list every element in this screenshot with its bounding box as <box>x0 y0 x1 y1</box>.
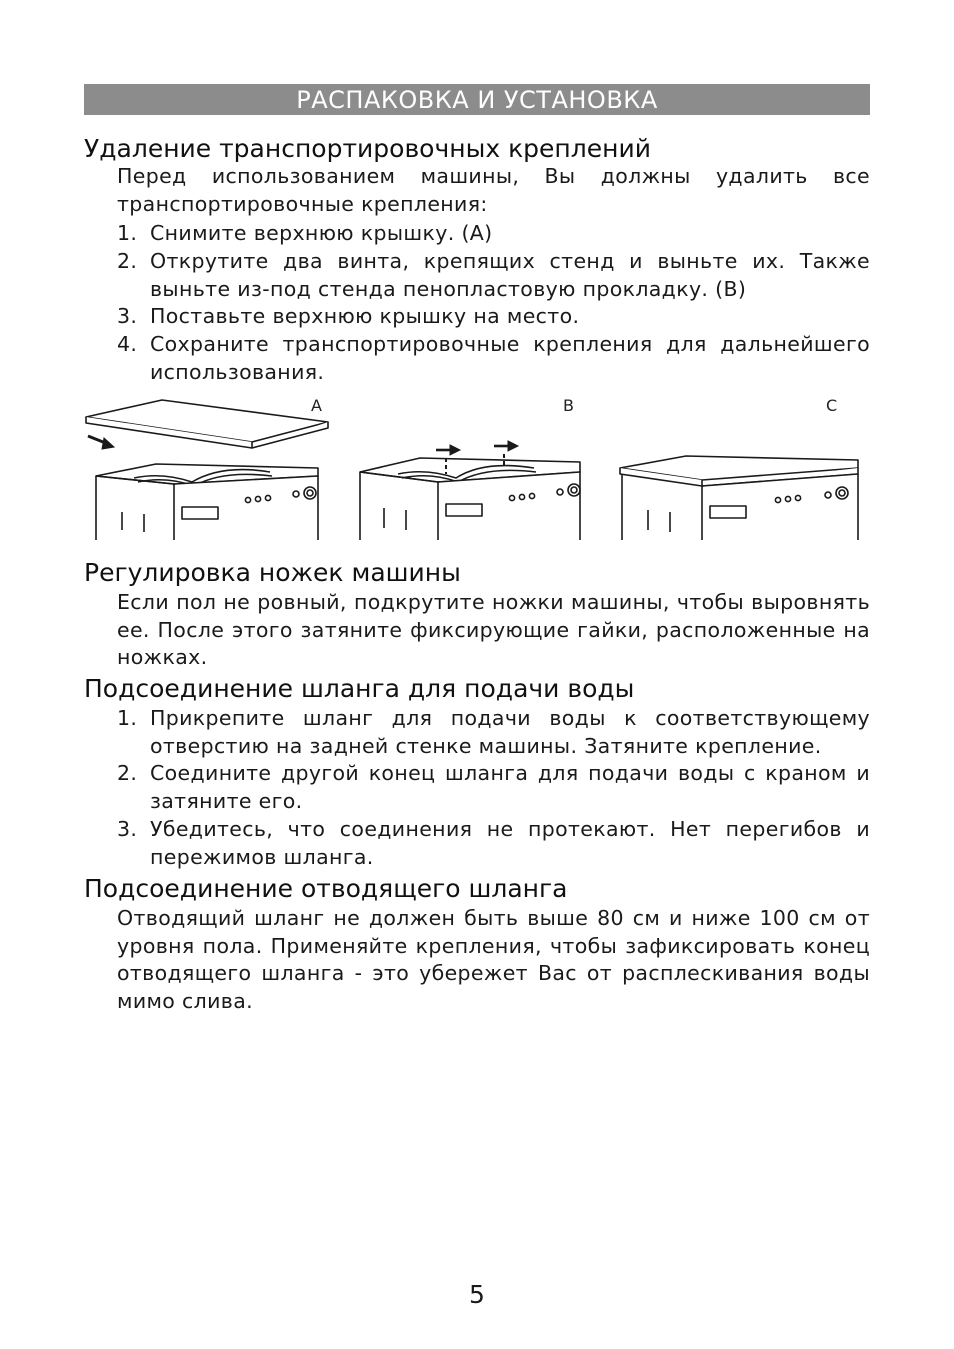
page-number: 5 <box>469 1280 485 1309</box>
list-number: 1. <box>117 221 138 245</box>
list-number: 2. <box>117 761 138 785</box>
list-text: Поставьте верхнюю крышку на место. <box>150 304 580 328</box>
drain-paragraph: Отводящий шланг не должен быть выше 80 см и ниже 100 см от уровня пола. Применяйте крепления, чтобы зафиксировать конец отводящего шланга - это убережет Вас от расплескивания воды мимо слива. <box>117 906 870 1013</box>
list-number: 3. <box>117 817 138 841</box>
list-text: Прикрепите шланг для подачи воды к соответствующему отверстию на задней стенке машины. Затяните крепление. <box>150 706 870 758</box>
list-text: Сохраните транспортировочные крепления для дальнейшего использования. <box>150 332 870 384</box>
heading-leveling-feet: Регулировка ножек машины <box>84 558 461 587</box>
list-number: 1. <box>117 706 138 730</box>
figure-a-remove-lid <box>82 392 352 540</box>
heading-inlet-hose: Подсоединение шланга для подачи воды <box>84 674 635 703</box>
section-banner: РАСПАКОВКА И УСТАНОВКА <box>84 84 870 115</box>
intro-paragraph: Перед использованием машины, Вы должны удалить все транспортировочные крепления: <box>117 164 870 216</box>
list-item <box>117 331 870 386</box>
list-number: 4. <box>117 332 138 356</box>
figure-label-c: C <box>826 396 838 415</box>
list-number: 3. <box>117 304 138 328</box>
list-item <box>117 220 870 248</box>
figure-b-remove-screws <box>342 392 612 540</box>
figure-label-a: A <box>311 396 322 415</box>
heading-drain-hose: Подсоединение отводящего шланга <box>84 874 568 903</box>
list-item <box>117 705 870 760</box>
list-text: Снимите верхнюю крышку. (А) <box>150 221 493 245</box>
list-item <box>117 303 870 331</box>
list-text: Убедитесь, что соединения не протекают. Нет перегибов и пережимов шланга. <box>150 817 870 869</box>
list-number: 2. <box>117 249 138 273</box>
list-item <box>117 760 870 815</box>
figure-label-b: B <box>563 396 574 415</box>
figure-c-lid-replaced <box>604 392 874 540</box>
heading-transport-fixtures: Удаление транспортировочных креплений <box>84 134 651 163</box>
list-text: Соедините другой конец шланга для подачи воды с краном и затяните его. <box>150 761 870 813</box>
list-text: Открутите два винта, крепящих стенд и выньте их. Также выньте из-под стенда пенопластовую прокладку. (В) <box>150 249 870 301</box>
leveling-paragraph: Если пол не ровный, подкрутите ножки машины, чтобы выровнять ее. После этого затяните фиксирующие гайки, расположенные на ножках. <box>117 590 870 669</box>
list-item <box>117 248 870 303</box>
list-item <box>117 816 870 871</box>
